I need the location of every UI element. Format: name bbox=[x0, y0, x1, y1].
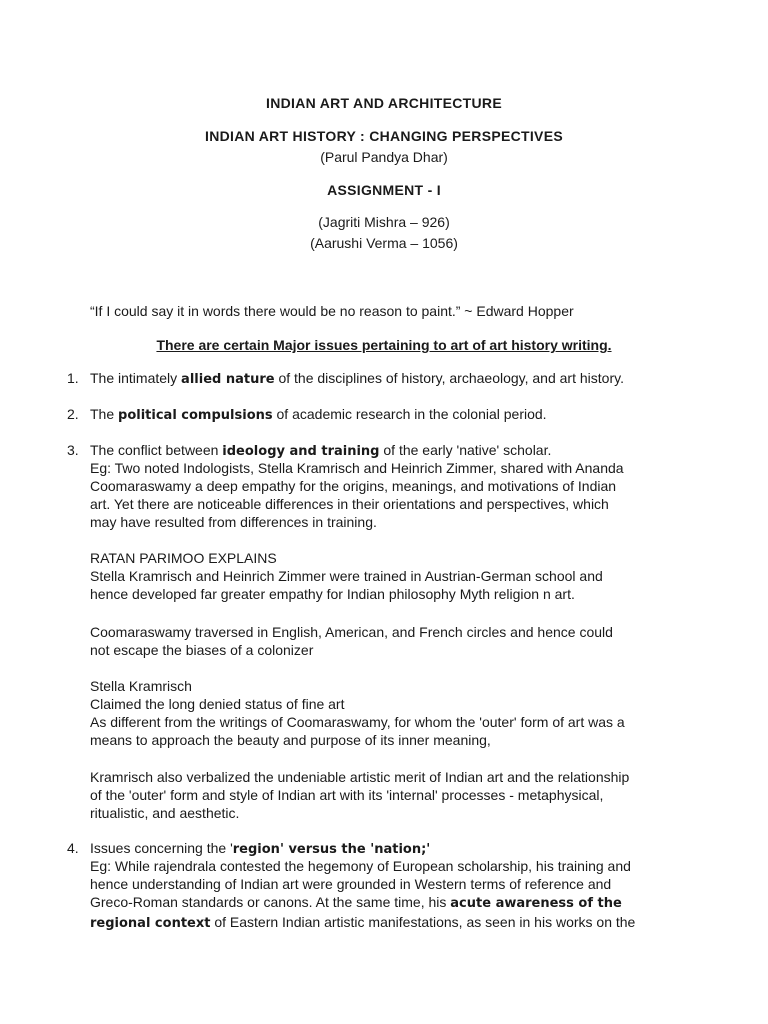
paragraph-line: ritualistic, and aesthetic. bbox=[90, 805, 240, 821]
paragraph-line bbox=[90, 893, 690, 913]
paragraph-line: art. Yet there are noticeable differences in their orientations and perspectives, which bbox=[90, 496, 609, 512]
paragraph-line: Claimed the long denied status of fine art bbox=[90, 696, 345, 712]
paragraph-line: Coomaraswamy traversed in English, American, and French circles and hence could bbox=[90, 624, 613, 640]
bold-text: political compulsions bbox=[118, 408, 273, 423]
paragraph bbox=[90, 459, 690, 531]
paragraph-line: Eg: While rajendrala contested the hegemony of European scholarship, his training and bbox=[90, 858, 631, 874]
text-run: of the disciplines of history, archaeology, and art history. bbox=[274, 370, 624, 386]
assignment-heading: ASSIGNMENT - I bbox=[327, 182, 441, 198]
paragraph-line: Kramrisch also verbalized the undeniable artistic merit of Indian art and the relationship bbox=[90, 769, 630, 785]
list-text bbox=[90, 441, 690, 461]
quote: “If I could say it in words there would be no reason to paint.” ~ Edward Hopper bbox=[90, 303, 574, 319]
list-number: 2. bbox=[67, 406, 79, 422]
document-author: (Parul Pandya Dhar) bbox=[320, 149, 448, 165]
list-number: 1. bbox=[67, 370, 79, 386]
paragraph-line: As different from the writings of Coomaraswamy, for whom the 'outer' form of art was a bbox=[90, 714, 625, 730]
paragraph bbox=[90, 677, 690, 749]
text-run: of the early 'native' scholar. bbox=[379, 442, 552, 458]
bold-text: allied nature bbox=[181, 372, 275, 387]
list-text bbox=[90, 839, 690, 859]
list-number: 3. bbox=[67, 442, 79, 458]
document-subtitle: INDIAN ART HISTORY : CHANGING PERSPECTIVES bbox=[205, 128, 563, 144]
text-run: of Eastern Indian artistic manifestations, as seen in his works on the bbox=[210, 914, 636, 930]
paragraph-line: hence understanding of Indian art were grounded in Western terms of reference and bbox=[90, 876, 612, 892]
paragraph bbox=[90, 768, 690, 822]
bold-text: acute awareness of the bbox=[450, 896, 622, 911]
bold-text: ideology and training bbox=[222, 444, 380, 459]
paragraph bbox=[90, 549, 690, 603]
paragraph bbox=[90, 623, 690, 659]
document-title: INDIAN ART AND ARCHITECTURE bbox=[266, 95, 502, 111]
student-name: (Jagriti Mishra – 926) bbox=[318, 214, 450, 230]
paragraph-line: hence developed far greater empathy for Indian philosophy Myth religion n art. bbox=[90, 586, 575, 602]
paragraph-line: Stella Kramrisch bbox=[90, 678, 192, 694]
section-heading: RATAN PARIMOO EXPLAINS bbox=[90, 550, 277, 566]
paragraph-line: Stella Kramrisch and Heinrich Zimmer were trained in Austrian-German school and bbox=[90, 568, 603, 584]
text-run: The intimately bbox=[90, 370, 182, 386]
paragraph-line: of the 'outer' form and style of Indian art with its 'internal' processes - metaphysical, bbox=[90, 787, 604, 803]
text-run: Greco-Roman standards or canons. At the same time, his bbox=[90, 894, 451, 910]
intro-heading: There are certain Major issues pertaining to art of art history writing. bbox=[156, 337, 612, 353]
bold-text: region' versus the 'nation;' bbox=[232, 842, 431, 857]
list-text bbox=[90, 405, 690, 425]
text-run: Issues concerning the ' bbox=[90, 840, 233, 856]
student-name: (Aarushi Verma – 1056) bbox=[310, 235, 458, 251]
list-number: 4. bbox=[67, 840, 79, 856]
paragraph-line: means to approach the beauty and purpose of its inner meaning, bbox=[90, 732, 491, 748]
paragraph-line: Coomaraswamy a deep empathy for the origins, meanings, and motivations of Indian bbox=[90, 478, 617, 494]
paragraph-line: may have resulted from differences in training. bbox=[90, 514, 377, 530]
text-run: of academic research in the colonial period. bbox=[272, 406, 547, 422]
paragraph-line: not escape the biases of a colonizer bbox=[90, 642, 314, 658]
text-run: The conflict between bbox=[90, 442, 223, 458]
paragraph bbox=[90, 857, 690, 933]
bold-text: regional context bbox=[90, 916, 211, 931]
text-run: The bbox=[90, 406, 119, 422]
list-text bbox=[90, 369, 690, 389]
paragraph-line bbox=[90, 913, 690, 933]
paragraph-line: Eg: Two noted Indologists, Stella Kramrisch and Heinrich Zimmer, shared with Ananda bbox=[90, 460, 624, 476]
